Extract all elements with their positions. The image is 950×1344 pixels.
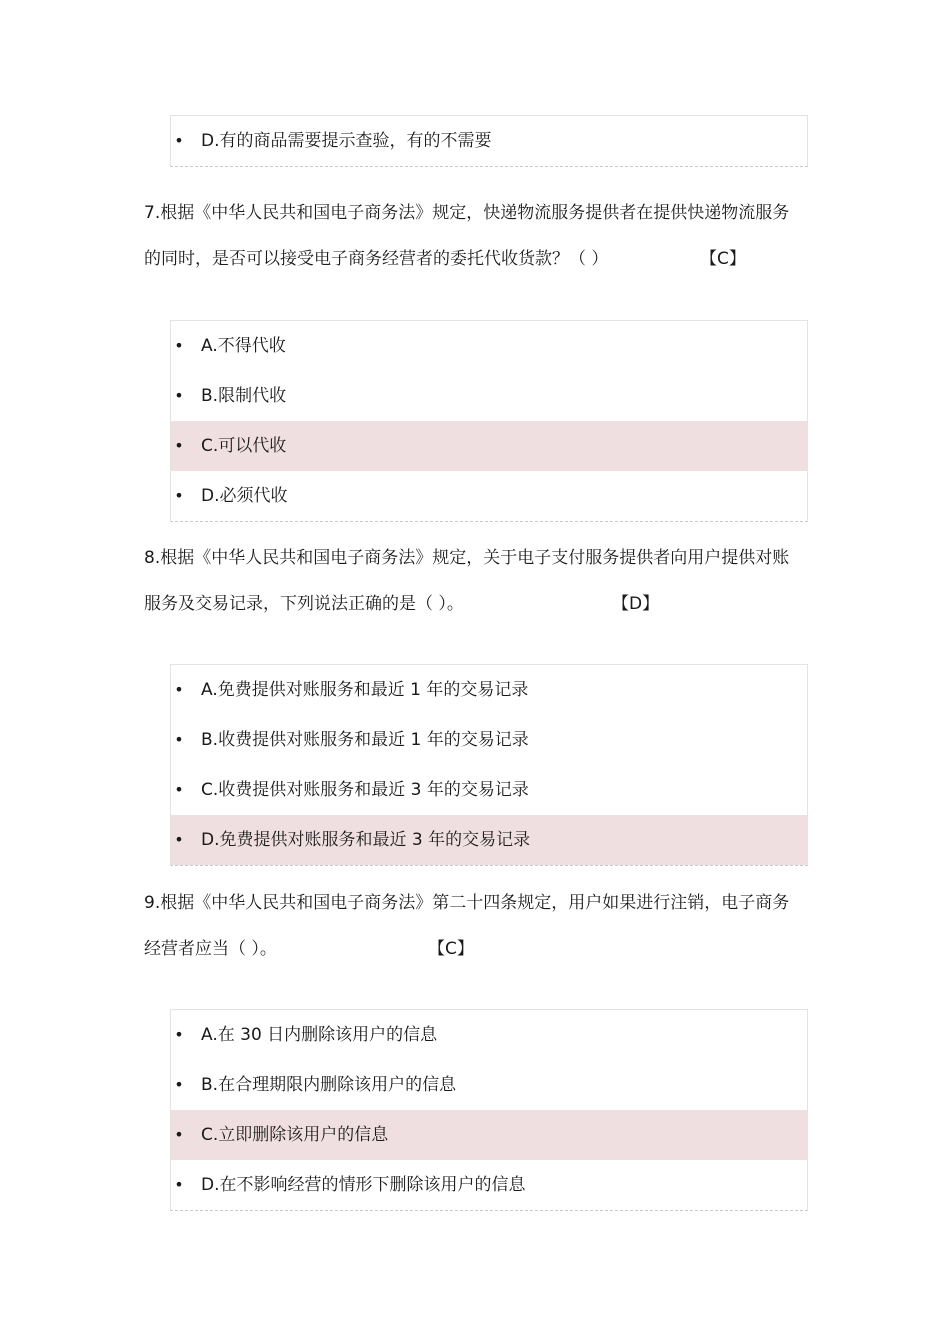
option-c-correct [171,1110,807,1160]
options-block-q7 [170,320,808,522]
question-9 [144,880,814,972]
option-text: A.在 30 日内删除该用户的信息 [201,1025,438,1045]
option-d [171,1160,807,1210]
bullet-icon: • [174,680,184,699]
option-text: D.免费提供对账服务和最近 3 年的交易记录 [201,830,531,850]
question-8-line-2: 服务及交易记录，下列说法正确的是（ ）。 [144,594,464,614]
bullet-icon: • [174,1075,184,1094]
bullet-icon: • [174,436,184,455]
option-b [171,715,807,765]
options-block-q8 [170,664,808,866]
options-block-q9 [170,1009,808,1211]
bullet-icon: • [174,780,184,799]
option-a [171,665,807,715]
question-8-line-1: 8.根据《中华人民共和国电子商务法》规定，关于电子支付服务提供者向用户提供对账 [144,548,790,568]
bullet-icon: • [174,1175,184,1194]
option-text: C.可以代收 [201,436,287,456]
question-7-line-1: 7.根据《中华人民共和国电子商务法》规定，快递物流服务提供者在提供快递物流服务 [144,203,790,223]
option-text: B.在合理期限内删除该用户的信息 [201,1075,457,1095]
option-d [171,471,807,521]
option-text: D.必须代收 [201,486,288,506]
bullet-icon: • [174,486,184,505]
option-text: C.立即删除该用户的信息 [201,1125,389,1145]
option-a [171,1010,807,1060]
option-c [171,765,807,815]
options-block-q6 [170,115,808,167]
question-9-line-1: 9.根据《中华人民共和国电子商务法》第二十四条规定，用户如果进行注销，电子商务 [144,893,790,913]
option-text: A.不得代收 [201,336,286,356]
bullet-icon: • [174,386,184,405]
option-d [171,116,807,166]
option-text: B.收费提供对账服务和最近 1 年的交易记录 [201,730,529,750]
option-text: C.收费提供对账服务和最近 3 年的交易记录 [201,780,529,800]
bullet-icon: • [174,1125,184,1144]
bullet-icon: • [174,830,184,849]
option-text: D.在不影响经营的情形下删除该用户的信息 [201,1175,526,1195]
bullet-icon: • [174,131,184,150]
question-8-answer: 【D】 [612,594,660,614]
bullet-icon: • [174,1025,184,1044]
question-9-answer: 【C】 [428,939,474,959]
question-8 [144,535,814,627]
question-9-line-2: 经营者应当（ ）。 [144,939,277,959]
question-7-answer: 【C】 [700,249,746,269]
option-text: D.有的商品需要提示查验，有的不需要 [201,131,492,151]
option-a [171,321,807,371]
option-c-correct [171,421,807,471]
bullet-icon: • [174,730,184,749]
option-d-correct [171,815,807,865]
option-text: A.免费提供对账服务和最近 1 年的交易记录 [201,680,529,700]
question-7-line-2: 的同时，是否可以接受电子商务经营者的委托代收货款？（ ） [144,249,609,269]
option-text: B.限制代收 [201,386,287,406]
option-b [171,1060,807,1110]
bullet-icon: • [174,336,184,355]
option-b [171,371,807,421]
